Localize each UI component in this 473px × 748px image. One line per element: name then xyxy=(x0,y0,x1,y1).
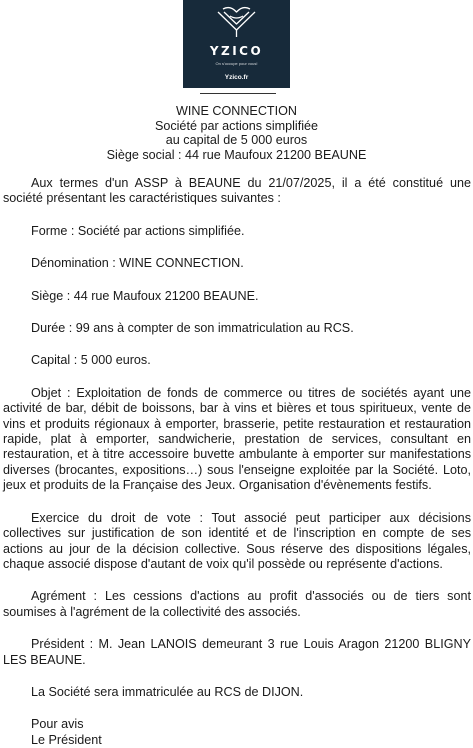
rcs-paragraph: La Société sera immatriculée au RCS de DIJON. xyxy=(31,684,304,699)
objet-paragraph: Objet : Exploitation de fonds de commerce ou titres de sociétés ayant une activité de bar, débit de boissons, bar à vins et bières et tous spiritueux, vente de vins et produits régionaux à emporter, brasserie, petite restauration et restauration rapide, plat à emporter, sandwicherie, prestation de services, consultant en restauration, et à titre accessoire buvette ambulante à emporter sur manifestations diverses (brocantes, expositions…) sous l'enseigne exploitée par la Société. Loto, jeux et produits de la Française des Jeux. Organisation d'évènements festifs. xyxy=(3,385,471,493)
legal-form: Société par actions simplifiée xyxy=(154,118,319,133)
logo-tagline: On s'occupe pour vous! xyxy=(215,61,258,66)
notice-body xyxy=(3,176,471,748)
notice-header xyxy=(0,104,473,162)
pour-avis: Pour avis xyxy=(31,717,84,732)
header-divider xyxy=(200,93,276,94)
duree-paragraph: Durée : 99 ans à compter de son immatriculation au RCS. xyxy=(31,321,354,336)
yzico-logo xyxy=(183,0,290,88)
capital-paragraph: Capital : 5 000 euros. xyxy=(31,353,151,368)
vote-paragraph: Exercice du droit de vote : Tout associé peut participer aux décisions collectives sur justification de son identité et de l'inscription en compte de ses actions au jour de la décision collective. Sous réserve des dispositions légales, chaque associé dispose d'autant de voix qu'il possède ou représente d'actions. xyxy=(3,510,471,571)
logo-url: Yzico.fr xyxy=(224,74,249,81)
yzico-emblem-icon xyxy=(214,6,259,40)
siege-paragraph: Siège : 44 rue Maufoux 21200 BEAUNE. xyxy=(31,288,259,303)
agrement-paragraph: Agrément : Les cessions d'actions au profit d'associés ou de tiers sont soumises à l'agrément de la collectivité des associés. xyxy=(3,589,471,619)
company-name: WINE CONNECTION xyxy=(175,104,298,118)
denomination-paragraph: Dénomination : WINE CONNECTION. xyxy=(31,256,244,271)
president-paragraph: Président : M. Jean LANOIS demeurant 3 rue Louis Aragon 21200 BLIGNY LES BEAUNE. xyxy=(3,637,471,667)
logo-brand-text: YZICO xyxy=(209,44,264,58)
intro-paragraph: Aux termes d'un ASSP à BEAUNE du 21/07/2025, il a été constitué une société présentant les caractéristiques suivantes : xyxy=(3,176,471,206)
forme-paragraph: Forme : Société par actions simplifiée. xyxy=(31,223,245,238)
capital-line: au capital de 5 000 euros xyxy=(165,133,308,148)
signature: Le Président xyxy=(31,732,102,747)
registered-office: Siège social : 44 rue Maufoux 21200 BEAUNE xyxy=(106,147,367,162)
